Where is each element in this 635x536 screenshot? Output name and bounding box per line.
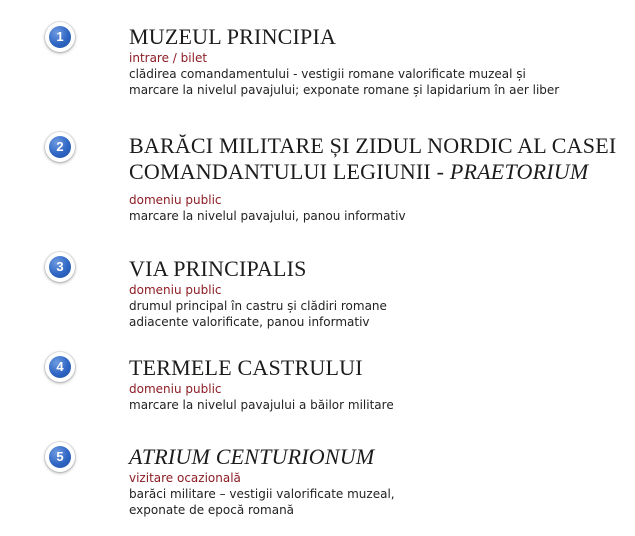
item-title [129,444,625,470]
item-description-line: exponate de epocă romană [129,503,295,517]
number-badge-5 [45,442,75,472]
item-description-line: drumul principal în castru și clădiri romane [129,299,387,313]
item-status: domeniu public [129,382,222,396]
number-badge-label: 4 [49,356,71,378]
item-description-line: marcare la nivelul pavajului; exponate romane și lapidarium în aer liber [129,83,560,97]
item-description-line: marcare la nivelul pavajului, panou informativ [129,209,406,223]
number-badge-4 [45,352,75,382]
item-title-italic: ATRIUM CENTURIONUM [129,444,375,469]
item-description-line: clădirea comandamentului - vestigii romane valorificate muzeal și [129,67,526,81]
number-badge-2 [45,132,75,162]
number-badge-label: 3 [49,256,71,278]
item-description-line: adiacente valorificate, panou informativ [129,315,370,329]
item-title-line: BARĂCI MILITARE ȘI ZIDUL NORDIC AL CASEI [129,133,617,158]
item-status: intrare / bilet [129,51,208,65]
item-title: TERMELE CASTRULUI [129,355,363,380]
number-badge-label: 5 [49,446,71,468]
item-status: domeniu public [129,283,222,297]
item-title-line [129,159,625,185]
number-badge-1 [45,22,75,52]
number-badge-label: 1 [49,26,71,48]
item-title-text: COMANDANTULUI LEGIUNII - [129,159,450,184]
item-status: domeniu public [129,193,222,207]
item-title: VIA PRINCIPALIS [129,256,307,281]
item-title: MUZEUL PRINCIPIA [129,24,337,49]
item-status: vizitare ocazională [129,471,241,485]
number-badge-label: 2 [49,136,71,158]
item-description-line: barăci militare – vestigii valorificate muzeal, [129,487,395,501]
item-description-line: marcare la nivelul pavajului a băilor militare [129,398,394,412]
number-badge-3 [45,252,75,282]
item-title-italic: PRAETORIUM [449,159,589,184]
